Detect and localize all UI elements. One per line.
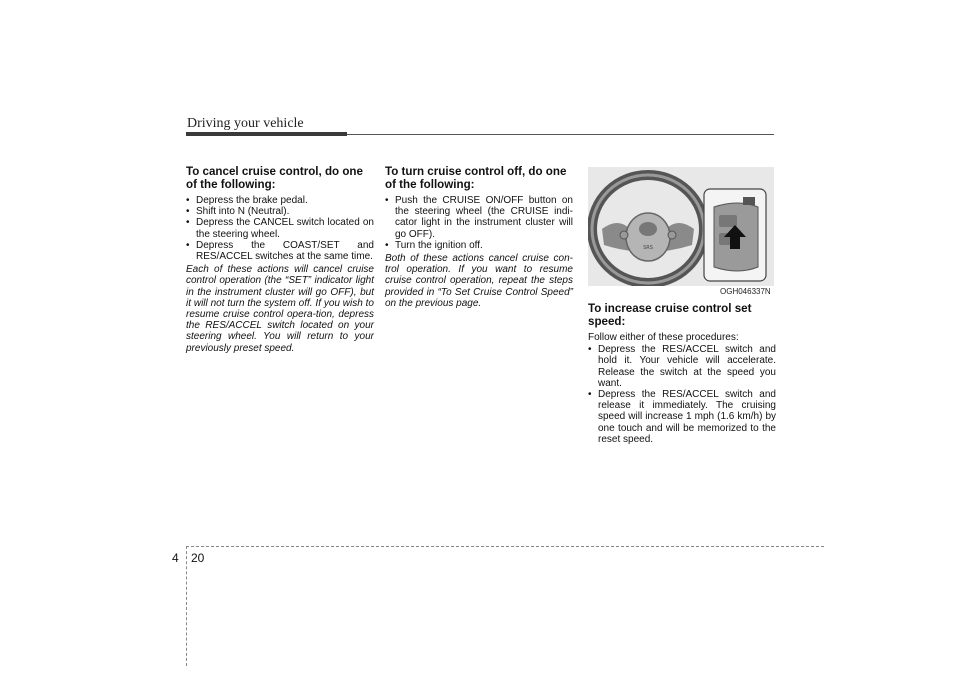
header-rule: [347, 134, 774, 135]
list-item: • Depress the brake pedal.: [186, 195, 374, 206]
list-item: • Depress the CANCEL switch located on the steering wheel.: [186, 217, 374, 239]
cancel-cruise-section: [186, 166, 374, 364]
cancel-heading: To cancel cruise control, do one of the following:: [186, 165, 363, 191]
list-item: • Turn the ignition off.: [385, 240, 573, 251]
steering-wheel-illustration: [588, 167, 774, 286]
chapter-number: 4: [172, 551, 179, 565]
increase-heading: To increase cruise control set speed:: [588, 302, 752, 328]
list-item: • Depress the RES/ACCEL switch and hold it. Your vehicle will accelerate. Release the switch at the speed you want.: [588, 344, 776, 389]
section-title: Driving your vehicle: [187, 116, 304, 131]
list-item: • Push the CRUISE ON/OFF button on the steering wheel (the CRUISE indi-cator light in the instrument cluster will go OFF).: [385, 195, 573, 240]
cancel-note: Each of these actions will cancel cruise control operation (the “SET” indicator light in the instrument cluster will go OFF), but it will not turn the system off. If you wish to resume cruise control opera-tion, depress the RES/ACCEL switch located on your steering wheel. You will return to your previously preset speed.: [186, 264, 374, 354]
turn-off-note: Both of these actions cancel cruise con-trol operation. If you want to resume cruise control operation, repeat the steps provided in “To Set Cruise Control Speed” on the previous page.: [385, 253, 573, 309]
list-item: • Depress the COAST/SET and RES/ACCEL switches at the same time.: [186, 240, 374, 262]
footer-divider: [186, 546, 187, 666]
turn-off-list: [385, 195, 573, 251]
increase-intro: Follow either of these procedures:: [588, 332, 739, 343]
cancel-list: [186, 195, 374, 262]
steering-wheel-icon: [588, 167, 774, 286]
turn-off-section: [385, 166, 573, 319]
increase-list: [588, 344, 776, 445]
svg-text:SRS: SRS: [643, 245, 653, 251]
list-item: • Shift into N (Neutral).: [186, 206, 374, 217]
turn-off-heading: To turn cruise control off, do one of the following:: [385, 165, 567, 191]
figure-code: OGH046337N: [720, 287, 771, 296]
header-accent-bar: [186, 132, 347, 136]
list-item: • Depress the RES/ACCEL switch and release it immediately. The cruising speed will increase 1 mph (1.6 km/h) by one touch and will be memorized to the reset speed.: [588, 389, 776, 445]
page-number: 20: [191, 551, 205, 565]
increase-speed-section: [588, 303, 776, 445]
footer-rule: [186, 546, 824, 547]
